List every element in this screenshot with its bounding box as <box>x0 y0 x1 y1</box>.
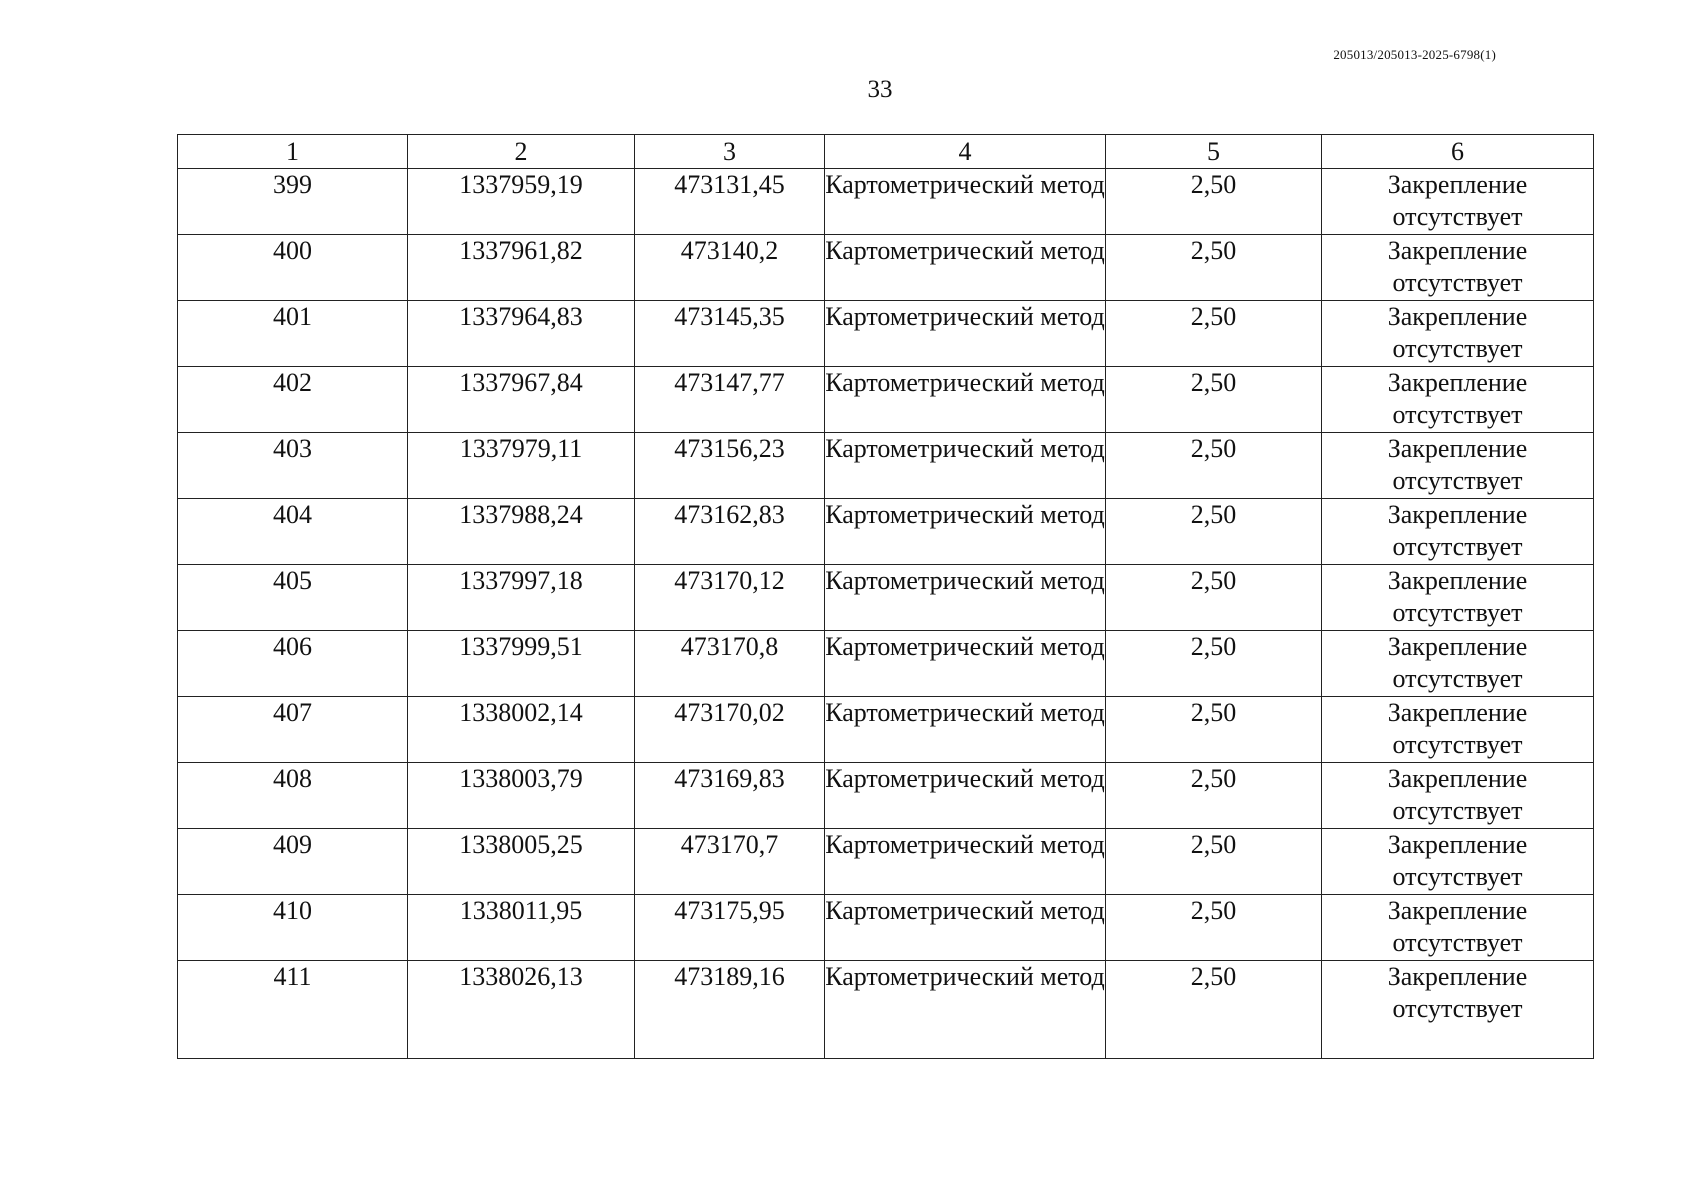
column-header-3: 3 <box>635 135 825 169</box>
x-coordinate-cell <box>408 961 635 1059</box>
fixing-description-cell <box>1322 829 1594 895</box>
cell-text: 402 <box>273 368 312 397</box>
cell-text: Закрепление отсутствует <box>1387 368 1528 429</box>
method-cell <box>825 433 1106 499</box>
cell-text: 406 <box>273 632 312 661</box>
cell-text: 1337964,83 <box>459 302 583 331</box>
y-coordinate-cell <box>635 433 825 499</box>
cell-text: 2,50 <box>1190 236 1237 265</box>
table-row <box>178 631 1594 697</box>
cell-text: 2,50 <box>1190 434 1237 463</box>
fixing-description-cell <box>1322 961 1594 1059</box>
y-coordinate-cell <box>635 763 825 829</box>
point-number-cell <box>178 301 408 367</box>
cell-text: 1338011,95 <box>459 896 583 925</box>
cell-text: 408 <box>273 764 312 793</box>
y-coordinate-cell <box>635 565 825 631</box>
point-number-cell <box>178 697 408 763</box>
cell-text: Закрепление отсутствует <box>1387 236 1528 297</box>
fixing-description-cell <box>1322 169 1594 235</box>
cell-text: 400 <box>273 236 312 265</box>
cell-text: 1337997,18 <box>459 566 583 595</box>
cell-text: Картометрический метод <box>825 632 1105 661</box>
x-coordinate-cell <box>408 763 635 829</box>
x-coordinate-cell <box>408 499 635 565</box>
table-row <box>178 763 1594 829</box>
cell-text: 1338026,13 <box>459 962 583 991</box>
x-coordinate-cell <box>408 301 635 367</box>
x-coordinate-cell <box>408 235 635 301</box>
cell-text: 2,50 <box>1190 764 1237 793</box>
column-header-5: 5 <box>1106 135 1322 169</box>
cell-text: 2,50 <box>1190 632 1237 661</box>
cell-text: Картометрический метод <box>825 830 1105 859</box>
cell-text: 1338002,14 <box>459 698 583 727</box>
x-coordinate-cell <box>408 169 635 235</box>
cell-text: Картометрический метод <box>825 500 1105 529</box>
accuracy-cell <box>1106 565 1322 631</box>
cell-text: Закрепление отсутствует <box>1387 896 1528 957</box>
cell-text: Закрепление отсутствует <box>1387 500 1528 561</box>
accuracy-cell <box>1106 499 1322 565</box>
cell-text: 473156,23 <box>674 434 785 463</box>
accuracy-cell <box>1106 169 1322 235</box>
column-header-6: 6 <box>1322 135 1594 169</box>
cell-text: Закрепление отсутствует <box>1387 764 1528 825</box>
accuracy-cell <box>1106 895 1322 961</box>
x-coordinate-cell <box>408 697 635 763</box>
method-cell <box>825 565 1106 631</box>
cell-text: 473140,2 <box>680 236 779 265</box>
cell-text: Закрепление отсутствует <box>1387 434 1528 495</box>
x-coordinate-cell <box>408 433 635 499</box>
cell-text: Картометрический метод <box>825 764 1105 793</box>
x-coordinate-cell <box>408 367 635 433</box>
table-row <box>178 961 1594 1059</box>
fixing-description-cell <box>1322 697 1594 763</box>
y-coordinate-cell <box>635 367 825 433</box>
cell-text: Картометрический метод <box>825 698 1105 727</box>
accuracy-cell <box>1106 763 1322 829</box>
cell-text: 399 <box>273 170 312 199</box>
cell-text: 473189,16 <box>674 962 785 991</box>
cell-text: 410 <box>273 896 312 925</box>
y-coordinate-cell <box>635 631 825 697</box>
method-cell <box>825 829 1106 895</box>
cell-text: 473169,83 <box>674 764 785 793</box>
cell-text: Картометрический метод <box>825 368 1105 397</box>
cell-text: 473170,02 <box>674 698 785 727</box>
point-number-cell <box>178 235 408 301</box>
cell-text: 473170,7 <box>680 830 779 859</box>
x-coordinate-cell <box>408 565 635 631</box>
cell-text: Картометрический метод <box>825 236 1105 265</box>
x-coordinate-cell <box>408 895 635 961</box>
point-number-cell <box>178 961 408 1059</box>
cell-text: 404 <box>273 500 312 529</box>
y-coordinate-cell <box>635 169 825 235</box>
table-row <box>178 433 1594 499</box>
accuracy-cell <box>1106 829 1322 895</box>
method-cell <box>825 301 1106 367</box>
cell-text: 1337999,51 <box>459 632 583 661</box>
cell-text: 2,50 <box>1190 962 1237 991</box>
x-coordinate-cell <box>408 631 635 697</box>
cell-text: 1337967,84 <box>459 368 583 397</box>
point-number-cell <box>178 499 408 565</box>
cell-text: 2,50 <box>1190 368 1237 397</box>
fixing-description-cell <box>1322 433 1594 499</box>
cell-text: Закрепление отсутствует <box>1387 962 1528 1023</box>
cell-text: 407 <box>273 698 312 727</box>
cell-text: 2,50 <box>1190 896 1237 925</box>
cell-text: Закрепление отсутствует <box>1387 632 1528 693</box>
cell-text: 2,50 <box>1190 830 1237 859</box>
column-header-2: 2 <box>408 135 635 169</box>
table-row <box>178 499 1594 565</box>
cell-text: 2,50 <box>1190 170 1237 199</box>
table-row <box>178 235 1594 301</box>
y-coordinate-cell <box>635 697 825 763</box>
point-number-cell <box>178 367 408 433</box>
point-number-cell <box>178 169 408 235</box>
header-row <box>178 135 1594 169</box>
cell-text: 2,50 <box>1190 698 1237 727</box>
method-cell <box>825 763 1106 829</box>
y-coordinate-cell <box>635 301 825 367</box>
y-coordinate-cell <box>635 895 825 961</box>
cell-text: 473131,45 <box>674 170 785 199</box>
method-cell <box>825 697 1106 763</box>
table-header <box>178 135 1594 169</box>
y-coordinate-cell <box>635 235 825 301</box>
table-body <box>178 169 1594 1059</box>
cell-text: 401 <box>273 302 312 331</box>
point-number-cell <box>178 631 408 697</box>
cell-text: 1338005,25 <box>459 830 583 859</box>
fixing-description-cell <box>1322 631 1594 697</box>
cell-text: 473170,12 <box>674 566 785 595</box>
accuracy-cell <box>1106 697 1322 763</box>
cell-text: Картометрический метод <box>825 566 1105 595</box>
fixing-description-cell <box>1322 565 1594 631</box>
cell-text: Закрепление отсутствует <box>1387 170 1528 231</box>
y-coordinate-cell <box>635 499 825 565</box>
method-cell <box>825 169 1106 235</box>
cell-text: 1337988,24 <box>459 500 583 529</box>
y-coordinate-cell <box>635 961 825 1059</box>
cell-text: Закрепление отсутствует <box>1387 302 1528 363</box>
table-row <box>178 697 1594 763</box>
table-row <box>178 565 1594 631</box>
cell-text: 473170,8 <box>680 632 779 661</box>
cell-text: 2,50 <box>1190 566 1237 595</box>
fixing-description-cell <box>1322 235 1594 301</box>
cell-text: 403 <box>273 434 312 463</box>
cell-text: Закрепление отсутствует <box>1387 830 1528 891</box>
cell-text: 2,50 <box>1190 302 1237 331</box>
point-number-cell <box>178 895 408 961</box>
accuracy-cell <box>1106 961 1322 1059</box>
table-row <box>178 829 1594 895</box>
cell-text: Картометрический метод <box>825 896 1105 925</box>
coordinates-table <box>177 134 1594 1059</box>
cell-text: Картометрический метод <box>825 434 1105 463</box>
cell-text: 473162,83 <box>674 500 785 529</box>
point-number-cell <box>178 433 408 499</box>
point-number-cell <box>178 565 408 631</box>
point-number-cell <box>178 763 408 829</box>
fixing-description-cell <box>1322 895 1594 961</box>
accuracy-cell <box>1106 367 1322 433</box>
y-coordinate-cell <box>635 829 825 895</box>
table-row <box>178 895 1594 961</box>
method-cell <box>825 235 1106 301</box>
accuracy-cell <box>1106 301 1322 367</box>
point-number-cell <box>178 829 408 895</box>
method-cell <box>825 367 1106 433</box>
cell-text: Закрепление отсутствует <box>1387 566 1528 627</box>
fixing-description-cell <box>1322 301 1594 367</box>
x-coordinate-cell <box>408 829 635 895</box>
cell-text: 411 <box>273 962 312 991</box>
method-cell <box>825 499 1106 565</box>
accuracy-cell <box>1106 631 1322 697</box>
cell-text: 473147,77 <box>674 368 785 397</box>
page-number: 33 <box>867 76 893 103</box>
cell-text: 473145,35 <box>674 302 785 331</box>
method-cell <box>825 631 1106 697</box>
cell-text: 1338003,79 <box>459 764 583 793</box>
document-id: 205013/205013-2025-6798(1) <box>1333 47 1496 62</box>
column-header-4: 4 <box>825 135 1106 169</box>
cell-text: 1337959,19 <box>459 170 583 199</box>
cell-text: Картометрический метод <box>825 962 1105 991</box>
fixing-description-cell <box>1322 367 1594 433</box>
cell-text: 2,50 <box>1190 500 1237 529</box>
cell-text: 405 <box>273 566 312 595</box>
method-cell <box>825 895 1106 961</box>
fixing-description-cell <box>1322 763 1594 829</box>
cell-text: 1337979,11 <box>459 434 583 463</box>
cell-text: 1337961,82 <box>459 236 583 265</box>
accuracy-cell <box>1106 235 1322 301</box>
column-header-1: 1 <box>178 135 408 169</box>
cell-text: Картометрический метод <box>825 170 1105 199</box>
accuracy-cell <box>1106 433 1322 499</box>
fixing-description-cell <box>1322 499 1594 565</box>
table-row <box>178 367 1594 433</box>
method-cell <box>825 961 1106 1059</box>
table-row <box>178 169 1594 235</box>
cell-text: Закрепление отсутствует <box>1387 698 1528 759</box>
table-row <box>178 301 1594 367</box>
cell-text: 409 <box>273 830 312 859</box>
cell-text: Картометрический метод <box>825 302 1105 331</box>
cell-text: 473175,95 <box>674 896 785 925</box>
